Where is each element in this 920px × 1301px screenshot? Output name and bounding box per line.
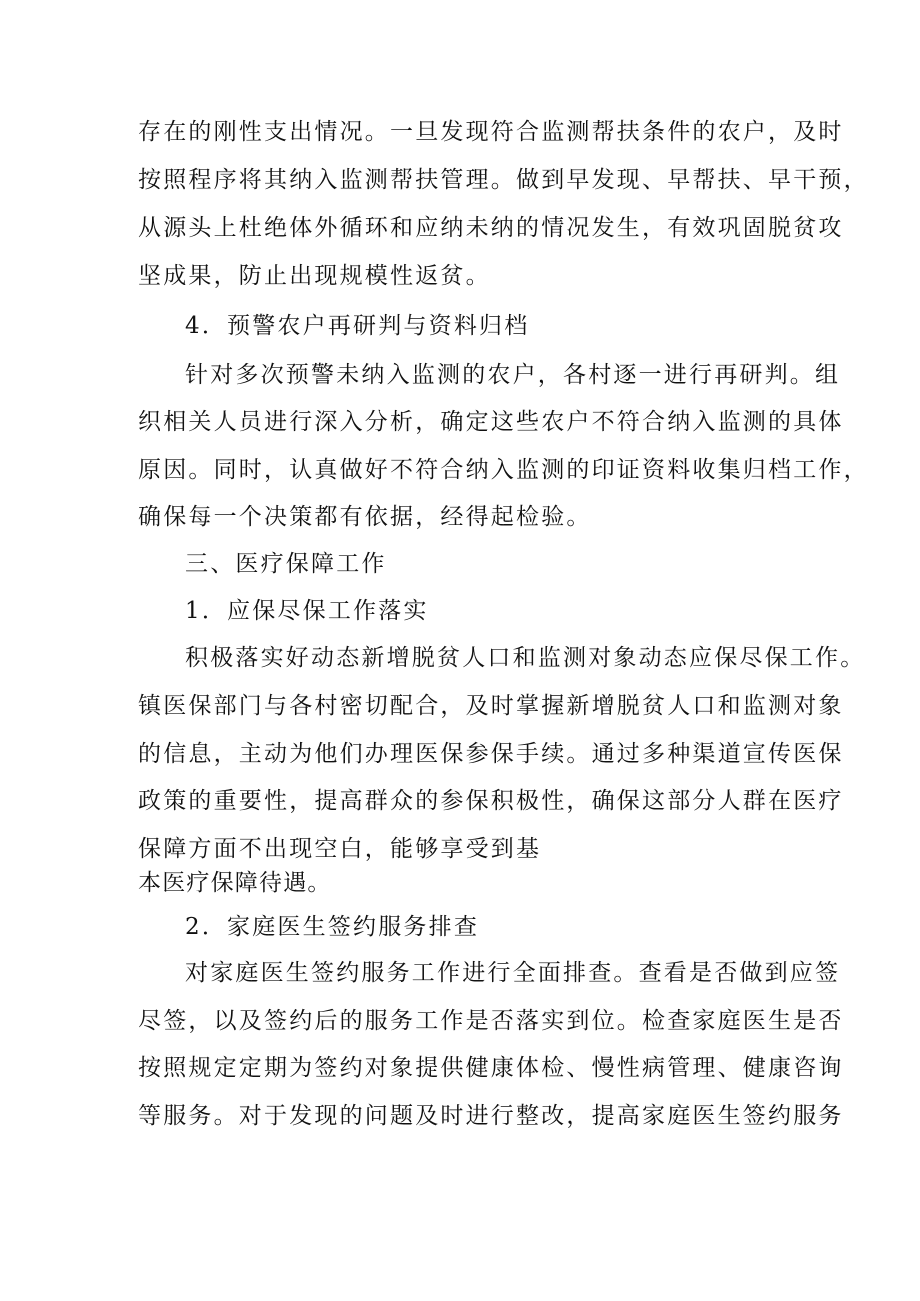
paragraph-line: 存在的刚性支出情况。一旦发现符合监测帮扶条件的农户，及时 xyxy=(138,119,844,145)
paragraph-line: 对家庭医生签约服务工作进行全面排查。查看是否做到应签 xyxy=(185,960,841,986)
paragraph-line: 从源头上杜绝体外循环和应纳未纳的情况发生，有效巩固脱贫攻 xyxy=(138,215,844,241)
paragraph-line: 原因。同时，认真做好不符合纳入监测的印证资料收集归档工作， xyxy=(138,457,869,483)
paragraph-line: 积极落实好动态新增脱贫人口和监测对象动态应保尽保工作。 xyxy=(185,645,866,671)
paragraph-line: 织相关人员进行深入分析，确定这些农户不符合纳入监测的具体 xyxy=(138,409,844,435)
section-heading: 三、医疗保障工作 xyxy=(185,551,387,577)
section-heading: 2．家庭医生签约服务排查 xyxy=(185,914,480,940)
paragraph-line: 确保每一个决策都有依据，经得起检验。 xyxy=(138,504,592,530)
paragraph-line: 保障方面不出现空白，能够享受到基 xyxy=(138,836,542,862)
section-heading: 4．预警农户再研判与资料归档 xyxy=(185,313,530,339)
paragraph-line: 按照程序将其纳入监测帮扶管理。做到早发现、早帮扶、早干预， xyxy=(138,167,869,193)
paragraph-line: 等服务。对于发现的问题及时进行整改，提高家庭医生签约服务 xyxy=(138,1103,844,1129)
paragraph-line: 政策的重要性，提高群众的参保积极性，确保这部分人群在医疗 xyxy=(138,788,844,814)
paragraph-line: 针对多次预警未纳入监测的农户，各村逐一进行再研判。组 xyxy=(185,362,841,388)
paragraph-line: 尽签，以及签约后的服务工作是否落实到位。检查家庭医生是否 xyxy=(138,1008,844,1034)
section-heading: 1．应保尽保工作落实 xyxy=(185,598,429,624)
paragraph-line: 坚成果，防止出现规模性返贫。 xyxy=(138,263,491,289)
paragraph-line: 按照规定定期为签约对象提供健康体检、慢性病管理、健康咨询 xyxy=(138,1055,844,1081)
paragraph-line: 的信息，主动为他们办理医保参保手续。通过多种渠道宣传医保 xyxy=(138,741,844,767)
paragraph-line: 镇医保部门与各村密切配合，及时掌握新增脱贫人口和监测对象 xyxy=(138,693,844,719)
paragraph-line: 本医疗保障待遇。 xyxy=(138,870,332,896)
